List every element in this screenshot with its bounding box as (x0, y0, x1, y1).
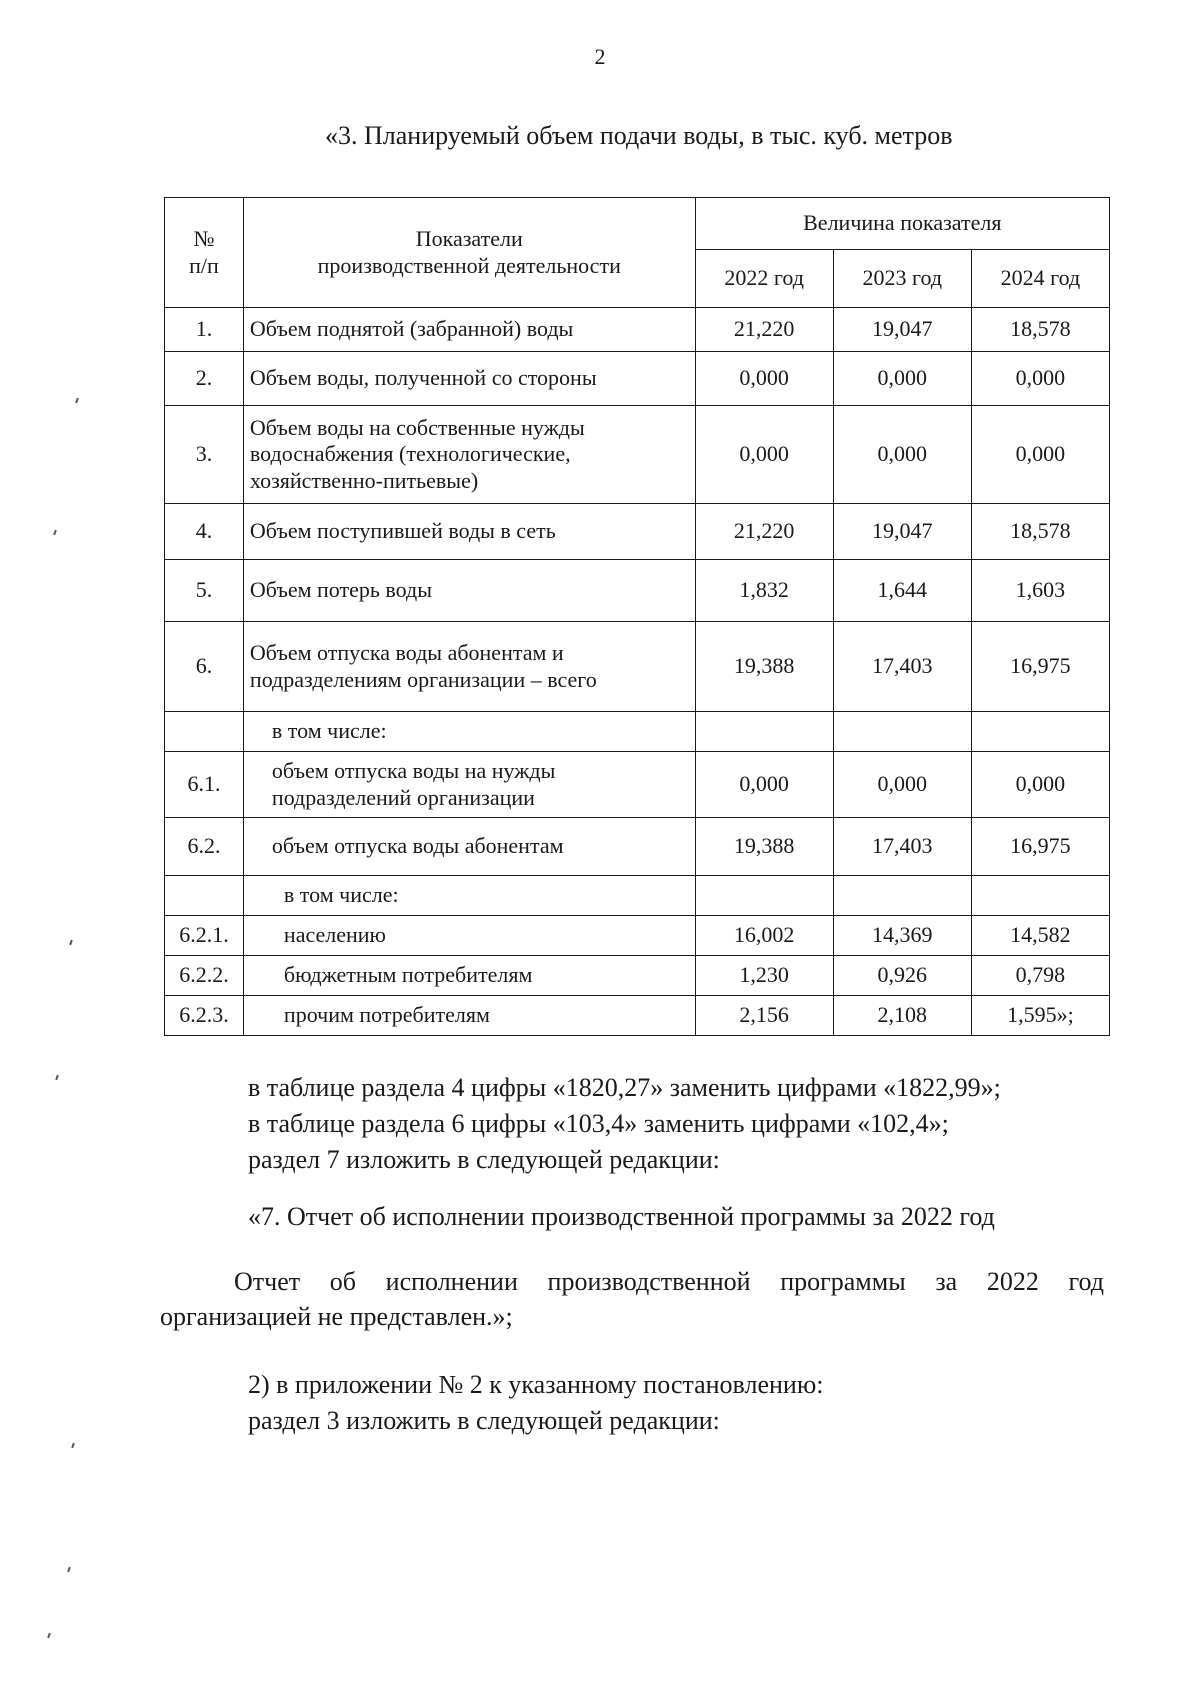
header-num: № п/п (165, 198, 244, 308)
row-value-2023: 17,403 (833, 622, 971, 712)
row-value-2023 (833, 712, 971, 752)
report-word: производственной (547, 1267, 751, 1296)
scan-speck (47, 1633, 51, 1638)
row-value-2024: 16,975 (971, 818, 1109, 876)
header-year-2024: 2024 год (971, 250, 1109, 308)
section7-heading: «7. Отчет об исполнении производственной программы за 2022 год (248, 1202, 995, 1231)
row-number: 4. (165, 504, 244, 560)
row-number: 1. (165, 308, 244, 352)
row-value-2022: 21,220 (695, 504, 833, 560)
report-word: год (1068, 1267, 1104, 1296)
header-year-2022: 2022 год (695, 250, 833, 308)
row-indicator: Объем поднятой (забранной) воды (243, 308, 695, 352)
row-value-2023: 2,108 (833, 996, 971, 1036)
row-number (165, 712, 244, 752)
body-line-2: в таблице раздела 6 цифры «103,4» заменить цифрами «102,4»; (248, 1109, 949, 1138)
scan-speck (55, 1075, 59, 1080)
report-line-1 (234, 1267, 1104, 1297)
appendix-line-1: 2) в приложении № 2 к указанному постановлению: (248, 1370, 824, 1399)
row-indicator: Объем воды, полученной со стороны (243, 352, 695, 406)
row-value-2024: 1,603 (971, 560, 1109, 622)
row-number (165, 876, 244, 916)
row-value-2023: 19,047 (833, 308, 971, 352)
row-number: 5. (165, 560, 244, 622)
header-indicator: Показатели производственной деятельности (243, 198, 695, 308)
row-value-2024 (971, 712, 1109, 752)
row-value-2024: 18,578 (971, 308, 1109, 352)
table-row (165, 752, 1110, 818)
row-indicator: в том числе: (243, 876, 695, 916)
row-value-2022: 0,000 (695, 352, 833, 406)
row-value-2024: 0,000 (971, 406, 1109, 504)
row-value-2024: 18,578 (971, 504, 1109, 560)
table-row (165, 308, 1110, 352)
row-number: 6.2.2. (165, 956, 244, 996)
row-value-2022 (695, 712, 833, 752)
row-value-2022: 21,220 (695, 308, 833, 352)
row-number: 6.2. (165, 818, 244, 876)
row-value-2022: 19,388 (695, 818, 833, 876)
section-heading: «3. Планируемый объем подачи воды, в тыс. куб. метров (325, 121, 953, 150)
row-value-2023: 0,926 (833, 956, 971, 996)
row-value-2024: 0,000 (971, 752, 1109, 818)
report-word: 2022 (986, 1267, 1039, 1296)
report-line-2: организацией не представлен.»; (160, 1302, 513, 1331)
header-year-2023: 2023 год (833, 250, 971, 308)
page-number: 2 (594, 44, 606, 69)
row-indicator: населению (243, 916, 695, 956)
table-row (165, 406, 1110, 504)
scan-speck (67, 1567, 71, 1572)
row-indicator: Объем воды на собственные нужды водоснабжения (технологические, хозяйственно-питьевые) (243, 406, 695, 504)
row-value-2022: 1,832 (695, 560, 833, 622)
row-value-2024: 14,582 (971, 916, 1109, 956)
table-row (165, 622, 1110, 712)
row-value-2023 (833, 876, 971, 916)
row-indicator: Объем поступившей воды в сеть (243, 504, 695, 560)
report-word: за (935, 1267, 958, 1296)
table-row (165, 956, 1110, 996)
row-indicator: в том числе: (243, 712, 695, 752)
row-indicator: объем отпуска воды абонентам (243, 818, 695, 876)
row-value-2024: 0,000 (971, 352, 1109, 406)
table-row (165, 712, 1110, 752)
row-value-2024 (971, 876, 1109, 916)
scan-speck (69, 940, 73, 945)
row-value-2023: 19,047 (833, 504, 971, 560)
row-value-2022 (695, 876, 833, 916)
row-value-2023: 0,000 (833, 752, 971, 818)
report-word: Отчет (234, 1267, 301, 1296)
row-value-2024: 16,975 (971, 622, 1109, 712)
row-value-2022: 0,000 (695, 752, 833, 818)
report-word: об (329, 1267, 357, 1296)
table-row (165, 818, 1110, 876)
body-line-3: раздел 7 изложить в следующей редакции: (248, 1145, 720, 1174)
row-number: 2. (165, 352, 244, 406)
table-row (165, 916, 1110, 956)
row-value-2022: 16,002 (695, 916, 833, 956)
row-indicator: объем отпуска воды на нужды подразделений организации (243, 752, 695, 818)
row-value-2024: 0,798 (971, 956, 1109, 996)
row-indicator: бюджетным потребителям (243, 956, 695, 996)
scan-speck (53, 530, 57, 535)
table-row (165, 352, 1110, 406)
header-value-group: Величина показателя (695, 198, 1109, 250)
row-number: 3. (165, 406, 244, 504)
table-row (165, 876, 1110, 916)
table-row (165, 560, 1110, 622)
row-value-2023: 17,403 (833, 818, 971, 876)
row-indicator: Объем отпуска воды абонентам и подразделениям организации – всего (243, 622, 695, 712)
body-line-1: в таблице раздела 4 цифры «1820,27» заменить цифрами «1822,99»; (248, 1073, 1001, 1102)
row-number: 6.2.1. (165, 916, 244, 956)
scan-speck (71, 1443, 75, 1448)
table-row (165, 504, 1110, 560)
row-value-2023: 0,000 (833, 406, 971, 504)
row-number: 6.2.3. (165, 996, 244, 1036)
row-value-2022: 19,388 (695, 622, 833, 712)
row-value-2023: 0,000 (833, 352, 971, 406)
row-number: 6.1. (165, 752, 244, 818)
scan-speck (75, 398, 79, 403)
row-value-2024: 1,595»; (971, 996, 1109, 1036)
row-indicator: прочим потребителям (243, 996, 695, 1036)
row-value-2022: 1,230 (695, 956, 833, 996)
row-value-2022: 2,156 (695, 996, 833, 1036)
table-row (165, 996, 1110, 1036)
row-indicator: Объем потерь воды (243, 560, 695, 622)
row-number: 6. (165, 622, 244, 712)
report-word: программы (780, 1267, 906, 1296)
appendix-line-2: раздел 3 изложить в следующей редакции: (248, 1406, 720, 1435)
row-value-2022: 0,000 (695, 406, 833, 504)
row-value-2023: 14,369 (833, 916, 971, 956)
row-value-2023: 1,644 (833, 560, 971, 622)
report-word: исполнении (385, 1267, 518, 1296)
water-supply-table (164, 197, 1110, 1036)
